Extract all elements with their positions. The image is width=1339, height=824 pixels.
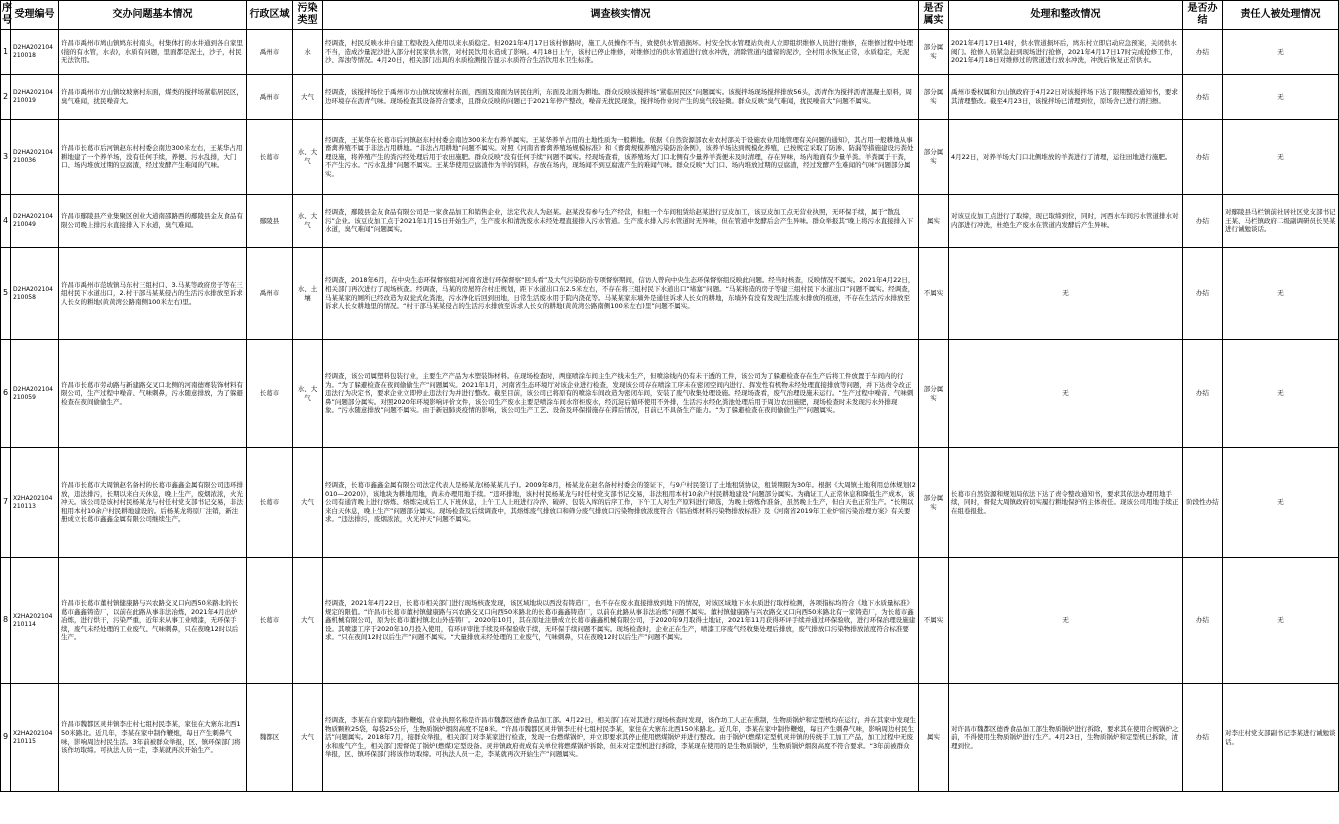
row-investigation: 经调查，鄢陵县金友食品有限公司是一家食品加工和销售企业，法定代表人为赵某。赵某没有参与生产经营，但租一个车间租赁给赵某进行豆皮加工，该豆皮加工点无营业执照，无环保手续，属于“散乱污”企业。该豆皮加工点于2021年1月15日开始生产，生产废水和清洗废水未经处理直接排入污水管道。生产废水排入污水管道时无异味，但在管道中发酵后会产生异味。群众举报其“晚上将污水直接排入下水道，臭气难闻”问题属实。	[323, 195, 919, 248]
row-responsible: 无	[1223, 75, 1339, 120]
table-row	[1, 448, 1339, 558]
row-handling: 无	[949, 340, 1183, 448]
row-basic: 许昌市长葛市大周镇赵名备村的长葛市鑫鑫金属有限公司违环排放，违法排污，长期以来白天休息，晚上生产，废烟浓浓，火光冲天。该公司是该村村民杨某龙与村任村党支部书记交易，非法租用本村10余户村民耕地建设的。后杨某龙将原厂注销，新注册成立长葛市鑫鑫金属有限公司继续生产。	[59, 448, 247, 558]
row-investigation: 经调查，2021年4月22日，长葛市相关部门进行现场核查发现，该区域地块以西没有铸造厂，也不存在废水直接排放到地下的情况，对该区域地下水水质进行取样检测，各项指标均符合《地下水质量标准》规定的限值。“许昌市长葛市董村镇健康路与兴农路交叉口向西50米路北的长葛市鑫鑫铸造厂，以前在此路从事非法冶炼”问题不属实。董村镇健康路与兴农路交叉口向西50米路北有一家铸造厂，为长葛市鑫鑫机械有限公司，原为长葛市董村镇北山外连铸厂。2020年10月，其在原址注册成立长葛市鑫鑫机械有限公司，于2020年9月取得土地证，2021年11月获得环评手续并通过环保验收，进行环保治理设施建设。其喷漆工序于2020年10月投入使用，有环评审批手续及环保验收手续，无环保手续问题不属实。现场检查时，企业正在生产，喷漆工序废气经收集处理后排放，废气排放口污染物排放浓度符合标准要求。“只在夜间12时以后生产”问题不属实。“大量排放未经处理的工业废气，气味刺鼻，只在夜晚12时以后生产”问题不属实。	[323, 558, 919, 684]
row-code: X2HA202104210113	[11, 448, 59, 558]
header-no: 序号	[1, 1, 11, 30]
header-code: 受理编号	[11, 1, 59, 30]
row-region: 长葛市	[247, 120, 293, 195]
row-handling: 2021年4月17日14时，供水管道损坏后，鸠东村立即启动应急预案，关闭供水阀门。抢修人员紧急赶到现场进行抢修，2021年4月17日17时完成抢修工作，2021年4月18日对维修过的管道进行放水冲洗，冲洗后恢复正常供水。	[949, 30, 1183, 75]
row-pollution: 水、土壤	[293, 248, 323, 340]
row-handling: 禹州市委权属和方山镇政府于4月22日对该搅拌场下达了限期整改通知书，要求其清理整改。截至4月23日，该搅拌场已清理到位，原场舍已进行清扫擦。	[949, 75, 1183, 120]
row-closed: 办结	[1183, 75, 1223, 120]
row-pollution: 大气	[293, 684, 323, 792]
row-handling: 对许昌市魏都区德香食品加工部生物质锅炉进行拆除，要求其在使用合规锅炉之前，不得使用生物质锅炉进行生产。4月23日，生物质锅炉和定型机已拆除，清理到位。	[949, 684, 1183, 792]
row-responsible: 无	[1223, 448, 1339, 558]
row-basic: 许昌市长葛市后河镇赵东村村委会南边300米左右，王某华占用耕地建了一个养羊场，没有任何手续，养便、污水乱排，大门口、场内堆放过期的豆腐渣，经过发酵产生难闻的气味。	[59, 120, 247, 195]
row-closed: 办结	[1183, 684, 1223, 792]
row-pollution: 大气	[293, 558, 323, 684]
row-code: D2HA202104210036	[11, 120, 59, 195]
row-verified: 部分属实	[919, 340, 949, 448]
row-region: 禹州市	[247, 248, 293, 340]
header-basic: 交办问题基本情况	[59, 1, 247, 30]
row-no: 2	[1, 75, 11, 120]
row-closed: 阶段性办结	[1183, 448, 1223, 558]
row-investigation: 经调查，长葛市鑫鑫金属有限公司法定代表人是杨某龙(杨某某儿子)。2009年8月，杨某龙在赵名备村村委会的签证下，与9户村民签订了土地租赁协议，租赁期限为30年。根据《大周镇土地利用总体规划(2010—2020)》，该地块为耕地用地，尚未办理用地手续。“违环排地，该村村民杨某龙与时任村党支部书记交易，非法租用本村10余户村民耕地建设”问题部分属实。为确证工人正常休息和降低生产成本，该公司有通宵晚上进行熔炼、熔炼完成后工人下班休息，上午工人上班进行冷淬、破碎、包装入库的后序工作，下午工人对生产原料进行筛选，为晚上熔炼作准备，虽然晚上生产，但白天也正常生产。“长期以来白天休息，晚上生产”问题部分属实。现场检查及后续调查中，其熔炼废气排放口和筛分废气排放口污染物排放浓度符合《铝冶炼材料污染物排放标准》及《河南省2019年工业炉窑污染治理方案》有关要求。“违法排污，废烟浓浓，火光冲天”问题不属实。	[323, 448, 919, 558]
header-investigation: 调查核实情况	[323, 1, 919, 30]
row-code: D2HA202104210059	[11, 340, 59, 448]
table-row	[1, 30, 1339, 75]
header-closed: 是否办结	[1183, 1, 1223, 30]
row-closed: 办结	[1183, 195, 1223, 248]
row-region: 长葛市	[247, 340, 293, 448]
row-closed: 办结	[1183, 248, 1223, 340]
row-region: 禹州市	[247, 75, 293, 120]
table-row	[1, 75, 1339, 120]
header-row	[1, 1, 1339, 30]
row-pollution: 大气	[293, 75, 323, 120]
row-verified: 属实	[919, 684, 949, 792]
row-verified: 属实	[919, 195, 949, 248]
row-pollution: 大气	[293, 448, 323, 558]
row-code: X2HA202104210115	[11, 684, 59, 792]
row-handling: 长葛市自然资源和规划局依法下达了责令整改通知书，要求其依法办理用地手续，同时，督促大周镇政府切实履行耕地保护的主体责任。现该公司用地手续正在组卷报批。	[949, 448, 1183, 558]
table-row	[1, 195, 1339, 248]
header-pollution: 污染类型	[293, 1, 323, 30]
table-row	[1, 558, 1339, 684]
row-closed: 办结	[1183, 30, 1223, 75]
row-code: D2HA202104210019	[11, 75, 59, 120]
row-code: X2HA202104210114	[11, 558, 59, 684]
table-row	[1, 684, 1339, 792]
row-responsible: 无	[1223, 248, 1339, 340]
row-no: 1	[1, 30, 11, 75]
row-investigation: 经调查，李某在自家院内制作鞭炮，营业执照名称是许昌市魏都区德香食品加工部。4月22日，相关部门在对其进行现场核查时发现，该作坊工人正在熏制，生物质锅炉和定型机均在运行，并在其家中发现生物质颗粒25袋，每袋25公斤，生物质锅炉烟囱高度不足8米。“许昌市魏都区灵井镇李庄村七组村民李某，家住在大寨东北西150米路北。近几年，李某在家中制作鞭炮，每日产生刺鼻气味，影响周边村民生活”问题属实。2018年7月，接群众举报，相关部门对李某家进行检查，发现一台燃煤锅炉，并立即要求其停止使用燃煤锅炉并进行整改。由于锅炉(燃煤)定型机灵井镇的传统手工加工产品，加工过程中无废水和废气产生，相关部门需督促了锅炉(燃煤)定型设备。灵井镇政府责成有关单位将燃煤锅炉拆除，但未对定型机进行拆除，李某现在使用的是生物质锅炉，生物质锅炉烟囱高度不符合要求。“3年前被群众举报，区、镇环保部门将该作坊取缔。可执法人员一走，李某就再次开始生产”问题属实。	[323, 684, 919, 792]
row-code: D2HA202104210018	[11, 30, 59, 75]
row-responsible: 无	[1223, 30, 1339, 75]
row-responsible: 无	[1223, 340, 1339, 448]
row-handling: 对该豆皮加工点进行了取缔，现已取缔到位，同时，河西水车间污水管道排水对内部进行冲洗，杜绝生产废水在管道内发酵后产生异味。	[949, 195, 1183, 248]
row-basic: 许昌市长葛市劳动路与新建路交叉口北侧的河南德赛装饰材料有限公司，生产过程中噪音、气味刺鼻，污水随意排放，为了躲避检查在夜间偷偷生产。	[59, 340, 247, 448]
row-pollution: 水、大气	[293, 120, 323, 195]
row-region: 长葛市	[247, 558, 293, 684]
row-responsible: 无	[1223, 120, 1339, 195]
row-no: 7	[1, 448, 11, 558]
row-verified: 部分属实	[919, 448, 949, 558]
table-row	[1, 120, 1339, 195]
row-basic: 许昌市鄢陵县产业集聚区创业大道南邵路西的鄢陵县金友食品有限公司晚上排污水直接排入下水道，臭气难闻。	[59, 195, 247, 248]
row-region: 长葛市	[247, 448, 293, 558]
row-investigation: 经调查，王某华在长葛市后河镇赵东村村委会南边300米左右养羊属实。王某华养羊占用的土地性质为一般耕地。依据《自然资源部农业农村部关于设施农业用地管理有关问题的通知》，其占用一般耕地从事畜禽养殖不属于非法占用耕地。“非法占用耕地”问题不属实。对照《河南省畜禽养殖场规模标准》和《畜禽规模养殖污染防治条例》，该养羊场达到规模化养殖，已按规定采取了防渗、防漏等措施建设污粪处理设施，将养殖产生的粪污经处理后用于农田施肥。群众反映“没有任何手续”问题不属实。经现场查看，该养殖场大门口北侧有少量养羊粪便未及时清理，存在异味，场内地面有少量羊粪。羊粪属于干粪，不产生污水。“污水乱排”问题不属实。王某华使用豆腐渣作为羊的饲料，存放在场内，现场闻不到豆腐渣产生的难闻气味。群众反映“大门口、场内堆放过期的豆腐渣，经过发酵产生难闻的气味”问题部分属实。	[323, 120, 919, 195]
row-pollution: 水、大气	[293, 340, 323, 448]
row-no: 4	[1, 195, 11, 248]
table-row	[1, 340, 1339, 448]
table-row	[1, 248, 1339, 340]
row-pollution: 水	[293, 30, 323, 75]
row-closed: 办结	[1183, 340, 1223, 448]
row-handling: 无	[949, 248, 1183, 340]
row-basic: 许昌市禹州市鸠山镇鸠东村南头，村集体打的水井通到各自家里(接的有水管，水表)，水质有问题，里面都是泥土，沙子，村民无法饮用。	[59, 30, 247, 75]
row-closed: 办结	[1183, 558, 1223, 684]
row-verified: 不属实	[919, 558, 949, 684]
row-verified: 部分属实	[919, 75, 949, 120]
row-basic: 许昌市魏都区灵井镇李庄村七组村民李某，家住在大寨东北西150米路北。近几年，李某在家中制作鞭炮，每日产生刺鼻气味，影响周边村民生活。3年前被群众举报，区、镇环保部门将该作坊取缔。可执法人员一走，李某就再次开始生产。	[59, 684, 247, 792]
header-region: 行政区域	[247, 1, 293, 30]
header-verified: 是否属实	[919, 1, 949, 30]
row-investigation: 经调查，该搅拌场位于禹州市方山镇坟坡寨村东面，西面及南面为居民住所，东面及北面为耕地。群众反映该搅拌场“紧临居民区”问题属实。该搅拌场现场搅拌排放56头，沥青作为搅拌沥青混凝土原料，周边环境存在沥青气味。现场检查其设备符合要求，且群众反映的问题已于2021年停产整改，噪音无扰民现象，搅拌场作业时产生的臭气较轻微。群众反映“臭气难闻，扰民噪音大”问题不属实。	[323, 75, 919, 120]
row-region: 禹州市	[247, 30, 293, 75]
row-closed: 办结	[1183, 120, 1223, 195]
row-basic: 许昌市禹州市方山镇坟坡寨村东面，煤类的搅拌场紧临居民区，臭气难闻，扰民噪音大。	[59, 75, 247, 120]
row-investigation: 经调查，2018年6月，在中央生态环保督察组对河南省进行环保督察“回头看”及大气污染防治专项督察期间，信访人曾向中央生态环保督察组反映此问题。经当时核查，反映情况不属实。2021年4月22日，相关部门再次进行了现场核查。经调查，马某的房屋符合村庄规划，距下水道出口东2.5米左右，不存在将三组村民下水道出口“堵塞”问题。“马某将造的房子等建三组村民下水道出口”问题不属实。经调查，马某某家的厕所已经改造为双瓮式化粪池，污水净化后回到田地，日常生活废水用于院内浇花等。马某某家东墙外是通往诉求人长女的耕地，东墙外有没有发现生活废水排放的痕迹，不存在生活污水排放至诉求人长女耕地里的情况。“村干部马某某侵占的生活污水排放至诉求人长女的耕地(黄黄湾公路南侧100米左右)里”问题不属实。	[323, 248, 919, 340]
row-investigation: 经调查，该公司属塑料包装行业，主要生产产品为木塑装饰材料。在现场检查时，两座喷涂车间主生产线未生产，但喷涂线内仍有未干透的工件，该公司为了躲避检查存在生产后将工件放置于车间内的行为。“为了躲避检查在夜间偷偷生产”问题属实。2021年1月，河南省生态环境厅对该企业进行检查，发现该公司存在喷涂工序未在密闭空间内进行、挥发性有机物未经处理直接排放等问题，并下达责令改正违法行为决定书，要求企业立即停止违法行为并进行整改。截至目前，该公司已将原有的喷涂车间改造为密闭车间，安装了废气收集处理设施。经现场查看，废气治理设施未运行。“生产过程中噪音、气味刺鼻”问题部分属实。对照2020年环境影响评价文件，该公司生产废水主要是喷涂车间水帘柜废水，经沉淀后循环使用不外排，生活污水经化粪池处理后用于周边农田施肥，现场检查时未发现污水外排现象。“污水随意排放”问题不属实。由于新冠肺炎疫情的影响，该公司生产工艺、设备及环保措施存在滞后情况，目前已不具备生产能力。“为了躲避检查在夜间偷偷生产”问题属实。	[323, 340, 919, 448]
row-no: 3	[1, 120, 11, 195]
row-handling: 4月22日，对养羊场大门口北侧堆放的羊粪进行了清理，运往田地进行施肥。	[949, 120, 1183, 195]
row-responsible: 对李庄村党支部副书记李某进行诫勉谈话。	[1223, 684, 1339, 792]
header-responsible: 责任人被处理情况	[1223, 1, 1339, 30]
row-basic: 许昌市禹州市范坡镇马东村三组村口、3.马某等政府房子等在三组村民下水道出口，2.村干部马某某侵占的生活污水排放至诉求人长女的耕地(黄黄湾公路南侧100米左右)里。	[59, 248, 247, 340]
row-region: 魏都区	[247, 684, 293, 792]
row-no: 8	[1, 558, 11, 684]
row-verified: 部分属实	[919, 30, 949, 75]
row-code: D2HA202104210058	[11, 248, 59, 340]
row-code: D2HA202104210049	[11, 195, 59, 248]
row-investigation: 经调查，村民反映水井自建工程收投入使用以来水质稳定。但2021年4月17日该村修路时，施工人员操作不当，致使供水管道损坏。村安全饮水管理站负责人立即组织维修人员进行维修，在维修过程中处理不当，造成沙量泥沙进入部分村民家供水管，对村民饮用水造成了影响。4月18日上午，该村已停止维修，对维修过的供水管道进行放水冲洗，清除管道内遗留的泥沙，全村用水恢复正常，水质稳定，无泥沙、浑浊等情况。4月20日，相关部门出具的水质检测报告显示水质符合生活饮用水卫生标准。	[323, 30, 919, 75]
row-region: 鄢陵县	[247, 195, 293, 248]
row-no: 6	[1, 340, 11, 448]
row-responsible: 对鄢陵县马栏镇前社居社区党支部书记王某、马栏镇政府二级副调研员长吴某进行诫勉谈话。	[1223, 195, 1339, 248]
row-basic: 许昌市长葛市董村镇健康路与兴农路交叉口向西50米路北的长葛市鑫鑫铸造厂，以前在此路从事非法冶炼，2021年4月出炉冶炼，进行烘干，污染严重，近年来从事工业喷漆，无环保手续，废气未经处理的工业废气、气味刺鼻，只在夜晚12时以后生产。	[59, 558, 247, 684]
row-handling: 无	[949, 558, 1183, 684]
row-verified: 不属实	[919, 248, 949, 340]
row-verified: 部分属实	[919, 120, 949, 195]
row-no: 5	[1, 248, 11, 340]
row-responsible: 无	[1223, 558, 1339, 684]
header-handling: 处理和整改情况	[949, 1, 1183, 30]
row-no: 9	[1, 684, 11, 792]
row-pollution: 水、大气	[293, 195, 323, 248]
